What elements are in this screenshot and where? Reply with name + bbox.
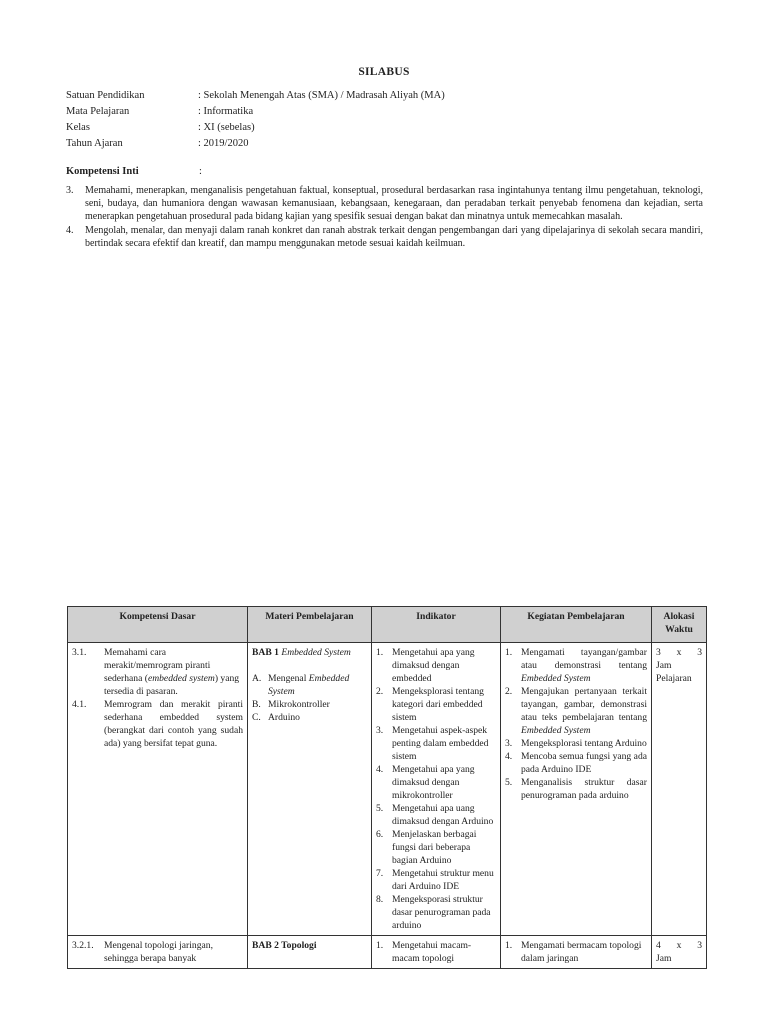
- list-item: [505, 737, 647, 750]
- list-item: [376, 685, 496, 724]
- materi-title-italic: Embedded System: [281, 647, 351, 658]
- item-number: 1.: [376, 647, 384, 658]
- kompetensi-inti-colon: :: [199, 166, 202, 177]
- identity-value: : 2019/2020: [198, 138, 249, 149]
- item-text: Mengetahui apa yang dimaksud dengan embedded: [392, 647, 475, 684]
- list-item: [376, 893, 496, 932]
- item-text: [268, 672, 367, 698]
- cell-materi: [248, 643, 372, 936]
- item-text-italic: Embedded System: [521, 725, 591, 736]
- kd-text: Memrogram dan merakit piranti sederhana embedded system (berangkat dari contoh yang sudah ada) yang bersifat tepat guna.: [104, 699, 243, 749]
- list-item: [376, 763, 496, 802]
- item-text: Menganalisis struktur dasar penurograman pada arduino: [521, 777, 647, 801]
- item-text: Mengetahui aspek-aspek penting dalam embedded sistem: [392, 725, 489, 762]
- item-text: [521, 646, 647, 685]
- kd-item: [72, 646, 243, 698]
- item-number: 4.: [376, 764, 384, 775]
- cell-indikator: [372, 643, 501, 936]
- list-item: [376, 828, 496, 867]
- item-number: 6.: [376, 829, 384, 840]
- item-text-italic: Embedded System: [521, 673, 591, 684]
- cell-indikator: [372, 936, 501, 969]
- item-number: 2.: [376, 686, 384, 697]
- materi-title-bold: BAB 1: [252, 647, 282, 658]
- table-row: [68, 936, 707, 969]
- item-text-part: Mengamati tayangan/gambar atau demonstrasi tentang: [521, 647, 647, 671]
- identity-value: : Sekolah Menengah Atas (SMA) / Madrasah Aliyah (MA): [198, 90, 445, 101]
- kompetensi-inti-item: [66, 184, 703, 224]
- item-text-part: Mengenal: [268, 673, 309, 684]
- kompetensi-inti-list: [66, 184, 703, 250]
- kompetensi-inti-heading: [66, 166, 202, 177]
- kegiatan-list: [505, 646, 647, 802]
- item-number: 8.: [376, 894, 384, 905]
- kompetensi-inti-label: Kompetensi Inti: [66, 166, 139, 177]
- list-item: [505, 685, 647, 737]
- table-header-row: [68, 607, 707, 643]
- item-text: Mengetahui struktur menu dari Arduino IDE: [392, 868, 494, 892]
- materi-list: [252, 672, 367, 724]
- identity-label: Tahun Ajaran: [66, 138, 123, 149]
- item-text-italic: Embedded System: [268, 673, 350, 697]
- kd-text-part: Memahami cara merakit/memrogram piranti sederhana (: [104, 647, 211, 684]
- list-item: [505, 939, 647, 965]
- list-item: [252, 711, 367, 724]
- indikator-list: [376, 939, 496, 965]
- list-item: [505, 776, 647, 802]
- item-number: 5.: [376, 803, 384, 814]
- header-alokasi: Alokasi Waktu: [652, 607, 707, 643]
- identity-value: : Informatika: [198, 106, 254, 117]
- item-number: 4.: [66, 224, 74, 236]
- item-number: 7.: [376, 868, 384, 879]
- kd-text-italic: embedded system: [147, 673, 215, 684]
- list-item: [252, 672, 367, 698]
- item-text: Mengeksplorasi tentang kategori dari embedded sistem: [392, 686, 484, 723]
- table-row: [68, 643, 707, 936]
- header-kompetensi-dasar: Kompetensi Dasar: [68, 607, 248, 643]
- alokasi-value: [656, 646, 702, 659]
- cell-alokasi: [652, 936, 707, 969]
- indikator-list: [376, 646, 496, 932]
- cell-alokasi: [652, 643, 707, 936]
- list-item: [376, 939, 496, 965]
- cell-kegiatan: [501, 643, 652, 936]
- alokasi-part: x: [676, 940, 682, 951]
- item-number: 1.: [505, 647, 513, 658]
- header-materi: Materi Pembelajaran: [248, 607, 372, 643]
- alokasi-unit: Jam: [656, 953, 672, 964]
- document-title: SILABUS: [358, 66, 410, 78]
- item-text: Memahami, menerapkan, menganalisis pengetahuan faktual, konseptual, prosedural berdasarkan rasa ingintahunya tentang ilmu pengetahuan, teknologi, seni, budaya, dan humaniora dengan wawasan kemanusiaan, kebangsaan, kenegaraan, dan peradaban terkait penyebab fenomena dan kejadian, serta menerapkan pengetahuan prosedural pada bidang kajian yang spesifik sesuai dengan bakat dan minatnya untuk memecahkan masalah.: [85, 185, 703, 223]
- cell-kegiatan: [501, 936, 652, 969]
- item-number: 2.: [505, 686, 513, 697]
- list-item: [376, 646, 496, 685]
- item-text: Arduino: [268, 712, 300, 723]
- identity-label: Kelas: [66, 122, 90, 133]
- item-text: Menjelaskan berbagai fungsi dari beberapa bagian Arduino: [392, 829, 477, 866]
- kd-text-part: ) yang tersedia di pasaran.: [104, 673, 240, 697]
- identity-row-year: [66, 136, 445, 152]
- cell-kompetensi-dasar: [68, 936, 248, 969]
- item-text: Mikrokontroller: [268, 699, 330, 710]
- list-item: [376, 867, 496, 893]
- identity-block: [66, 88, 445, 152]
- identity-value: : XI (sebelas): [198, 122, 255, 133]
- item-number: 5.: [505, 777, 513, 788]
- item-text: Mengamati bermacam topologi dalam jaringan: [521, 940, 642, 964]
- kd-item: [72, 939, 243, 965]
- item-text: Mengetahui macam-macam topologi: [392, 940, 472, 964]
- kegiatan-list: [505, 939, 647, 965]
- materi-title: [252, 646, 367, 659]
- kd-text: Mengenal topologi jaringan, sehingga berapa banyak: [104, 940, 213, 964]
- alokasi-part: x: [676, 647, 682, 658]
- item-number: B.: [252, 699, 261, 710]
- identity-label: Satuan Pendidikan: [66, 90, 145, 101]
- identity-row-subject: [66, 104, 445, 120]
- item-text: Mengeksplorasi tentang Arduino: [521, 738, 647, 749]
- header-indikator: Indikator: [372, 607, 501, 643]
- item-text: Mengetahui apa yang dimaksud dengan mikrokontroller: [392, 764, 475, 801]
- alokasi-part: 3: [697, 647, 702, 658]
- item-number: A.: [252, 673, 262, 684]
- cell-materi: [248, 936, 372, 969]
- item-text: [521, 685, 647, 737]
- identity-row-school: [66, 88, 445, 104]
- kompetensi-inti-item: [66, 224, 703, 250]
- kd-number: 3.2.1.: [72, 940, 94, 951]
- header-kegiatan: Kegiatan Pembelajaran: [501, 607, 652, 643]
- syllabus-table: [67, 606, 707, 969]
- cell-kompetensi-dasar: [68, 643, 248, 936]
- list-item: [505, 750, 647, 776]
- item-number: C.: [252, 712, 261, 723]
- list-item: [376, 802, 496, 828]
- alokasi-value: [656, 939, 702, 952]
- item-text: Mengetahui apa uang dimaksud dengan Arduino: [392, 803, 494, 827]
- identity-row-class: [66, 120, 445, 136]
- kd-number: 3.1.: [72, 647, 87, 658]
- list-item: [252, 698, 367, 711]
- item-text-part: Mengajukan pertanyaan terkait tayangan, gambar, demonstrasi atau teks pembelajaran tentang: [521, 686, 647, 723]
- list-item: [505, 646, 647, 685]
- item-number: 3.: [505, 738, 513, 749]
- item-text: Mencoba semua fungsi yang ada pada Arduino IDE: [521, 751, 647, 775]
- item-number: 3.: [66, 185, 74, 196]
- alokasi-part: 3: [697, 940, 702, 951]
- kd-text: [104, 646, 243, 698]
- materi-title: BAB 2 Topologi: [252, 940, 317, 951]
- item-number: 1.: [376, 940, 384, 951]
- item-number: 1.: [505, 940, 513, 951]
- alokasi-unit: Jam Pelajaran: [656, 660, 692, 684]
- item-number: 4.: [505, 751, 513, 762]
- list-item: [376, 724, 496, 763]
- kd-item: [72, 698, 243, 750]
- item-text: Mengolah, menalar, dan menyaji dalam ranah konkret dan ranah abstrak terkait dengan pengembangan dari yang dipelajarinya di sekolah secara mandiri, bertindak secara efektif dan kreatif, dan mampu menggunakan metode sesuai kaidah keilmuan.: [85, 224, 703, 249]
- alokasi-part: 4: [656, 940, 661, 951]
- identity-label: Mata Pelajaran: [66, 106, 130, 117]
- alokasi-part: 3: [656, 647, 661, 658]
- item-number: 3.: [376, 725, 384, 736]
- kd-number: 4.1.: [72, 699, 87, 710]
- item-text: Mengeksporasi struktur dasar penurograman pada arduino: [392, 894, 491, 931]
